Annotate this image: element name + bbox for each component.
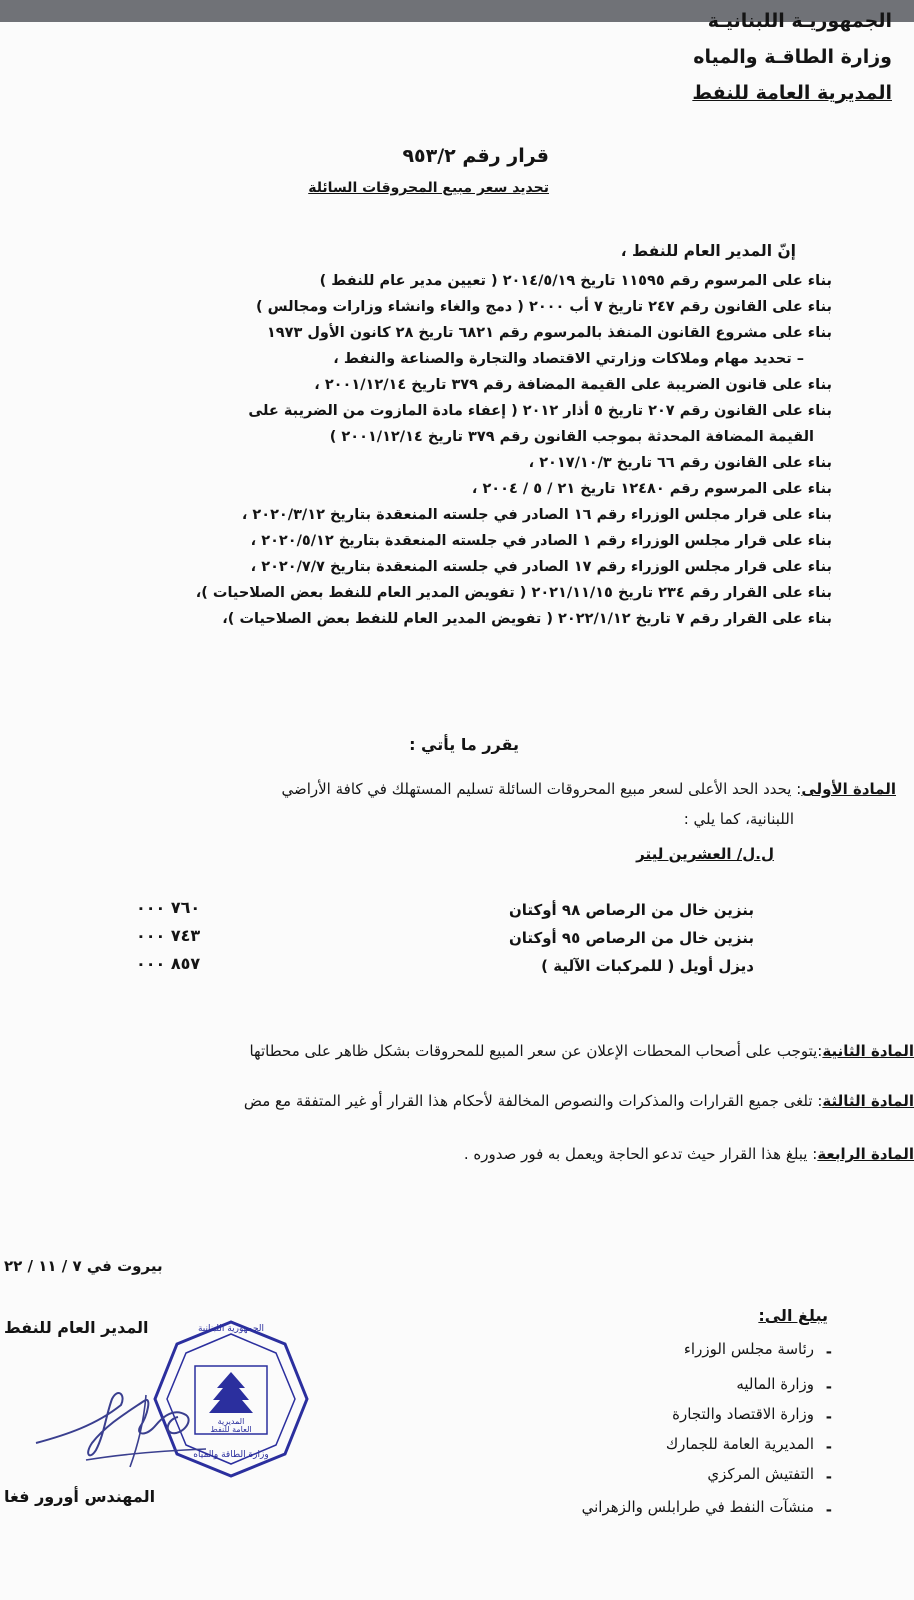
preamble-clause: بناء على قرار مجلس الوزراء رقم ١ الصادر في جلسته المنعقدة بتاريخ ٢٠٢٠/٥/١٢ ، xyxy=(250,533,832,549)
decision-title: قرار رقم ٩٥٣/٢ xyxy=(402,145,549,167)
article-2 xyxy=(249,1042,914,1060)
preamble-clause: بناء على المرسوم رقم ١١٥٩٥ تاريخ ٢٠١٤/٥/١٩ ( تعيين مدير عام للنفط ) xyxy=(319,273,832,289)
article-4-label: المادة الرابعة xyxy=(817,1145,914,1163)
article-3-label: المادة الثالثة xyxy=(822,1092,914,1110)
preamble-clause: بناء على قرار مجلس الوزراء رقم ١٧ الصادر في جلسته المنعقدة بتاريخ ٢٠٢٠/٧/٧ ، xyxy=(250,559,832,575)
signature xyxy=(26,1365,226,1475)
article-1-text: : يحدد الحد الأعلى لسعر مبيع المحروقات السائلة تسليم المستهلك في كافة الأراضي xyxy=(281,780,802,798)
bullet-dash: - xyxy=(825,1378,832,1396)
distribution-item: التفتيش المركزي xyxy=(707,1465,814,1483)
stamp-ring-bottom: وزارة الطاقة والمياه xyxy=(193,1450,269,1460)
header-directorate: المديرية العامة للنفط xyxy=(692,82,892,104)
stamp-outer-text: الجمهورية اللبنانية xyxy=(197,1324,265,1334)
preamble-clause: – تحديد مهام وملاكات وزارتي الاقتصاد والتجارة والصناعة والنفط ، xyxy=(333,351,804,367)
article-4 xyxy=(464,1145,914,1163)
article-1-continuation: اللبنانية، كما يلي : xyxy=(683,810,794,828)
bullet-dash: - xyxy=(825,1343,832,1361)
bullet-dash: - xyxy=(825,1468,832,1486)
distribution-heading: يبلغ الى: xyxy=(758,1306,828,1325)
preamble-clause: بناء على القانون رقم ٢٠٧ تاريخ ٥ أذار ٢٠١٢ ( إعفاء مادة المازوت من الضريبة على xyxy=(248,403,832,419)
distribution-item: وزارة الماليه xyxy=(736,1375,814,1393)
article-1 xyxy=(281,780,896,798)
preamble-clause: بناء على القرار رقم ٢٣٤ تاريخ ٢٠٢١/١١/١٥ ( تفويض المدير العام للنفط بعض الصلاحيات )، xyxy=(195,585,832,601)
signatory-name: المهندس أورور فغا xyxy=(4,1487,156,1506)
resolves-heading: يقرر ما يأتي : xyxy=(409,735,519,754)
preamble-opening: إنّ المدير العام للنفط ، xyxy=(620,242,796,260)
header-ministry: وزارة الطاقـة والمياه xyxy=(693,46,892,68)
preamble-clause: بناء على القانون رقم ٢٤٧ تاريخ ٧ أب ٢٠٠٠ ( دمج والغاء وانشاء وزارات ومجالس ) xyxy=(255,299,832,315)
article-2-label: المادة الثانية xyxy=(822,1042,914,1060)
preamble-clause: بناء على القرار رقم ٧ تاريخ ٢٠٢٢/١/١٢ ( تفويض المدير العام للنفط بعض الصلاحيات )، xyxy=(222,611,832,627)
preamble-clause: بناء على المرسوم رقم ١٢٤٨٠ تاريخ ٢١ / ٥ / ٢٠٠٤ ، xyxy=(471,481,832,497)
article-3 xyxy=(244,1092,914,1110)
preamble-clause: بناء على قانون الضريبة على القيمة المضافة رقم ٣٧٩ تاريخ ٢٠٠١/١٢/١٤ ، xyxy=(314,377,832,393)
preamble-clause: بناء على القانون رقم ٦٦ تاريخ ٢٠١٧/١٠/٣ ، xyxy=(528,455,832,471)
decision-subtitle: تحديد سعر مبيع المحروقات السائلة xyxy=(308,180,549,196)
price-item-value: ٧٦٠ ٠٠٠ xyxy=(136,898,201,917)
article-1-label: المادة الأولى xyxy=(801,780,896,798)
preamble-clause: القيمة المضافة المحدثة بموجب القانون رقم ٣٧٩ تاريخ ٢٠٠١/١٢/١٤ ) xyxy=(329,429,814,445)
signatory-title: المدير العام للنفط xyxy=(4,1318,149,1337)
price-item-name: ديزل أويل ( للمركبات الآلية ) xyxy=(541,957,754,975)
bullet-dash: - xyxy=(825,1501,832,1519)
distribution-item: منشآت النفط في طرابلس والزهراني xyxy=(581,1498,814,1516)
price-item-name: بنزين خال من الرصاص ٩٨ أوكتان xyxy=(508,901,754,919)
article-4-text: : يبلغ هذا القرار حيث تدعو الحاجة ويعمل به فور صدوره . xyxy=(463,1145,818,1163)
header-republic: الجمهوريـة اللبنانيـة xyxy=(707,10,892,32)
issue-date: بيروت في ٧ / ١١ / ٢٢ xyxy=(4,1257,163,1275)
distribution-item: المديرية العامة للجمارك xyxy=(665,1435,814,1453)
preamble-clause: بناء على قرار مجلس الوزراء رقم ١٦ الصادر في جلسته المنعقدة بتاريخ ٢٠٢٠/٣/١٢ ، xyxy=(241,507,832,523)
bullet-dash: - xyxy=(825,1408,832,1426)
price-item-value: ٧٤٣ ٠٠٠ xyxy=(136,926,201,945)
price-unit: ل.ل/ العشرين ليتر xyxy=(636,845,774,863)
distribution-item: رئاسة مجلس الوزراء xyxy=(683,1340,814,1358)
article-3-text: : تلغى جميع القرارات والمذكرات والنصوص المخالفة لأحكام هذا القرار أو غير المتفقة مع مض xyxy=(243,1092,823,1110)
preamble-clause: بناء على مشروع القانون المنفذ بالمرسوم رقم ٦٨٢١ تاريخ ٢٨ كانون الأول ١٩٧٣ xyxy=(266,325,832,341)
stamp-inner-bottom: العامة للنفط xyxy=(210,1425,252,1434)
price-item-name: بنزين خال من الرصاص ٩٥ أوكتان xyxy=(508,929,754,947)
bullet-dash: - xyxy=(825,1438,832,1456)
distribution-item: وزارة الاقتصاد والتجارة xyxy=(672,1405,814,1423)
price-item-value: ٨٥٧ ٠٠٠ xyxy=(136,954,201,973)
article-2-text: :يتوجب على أصحاب المحطات الإعلان عن سعر المبيع للمحروقات بشكل ظاهر على محطاتها xyxy=(249,1042,823,1060)
stamp-inner-top: المديرية xyxy=(217,1417,245,1426)
